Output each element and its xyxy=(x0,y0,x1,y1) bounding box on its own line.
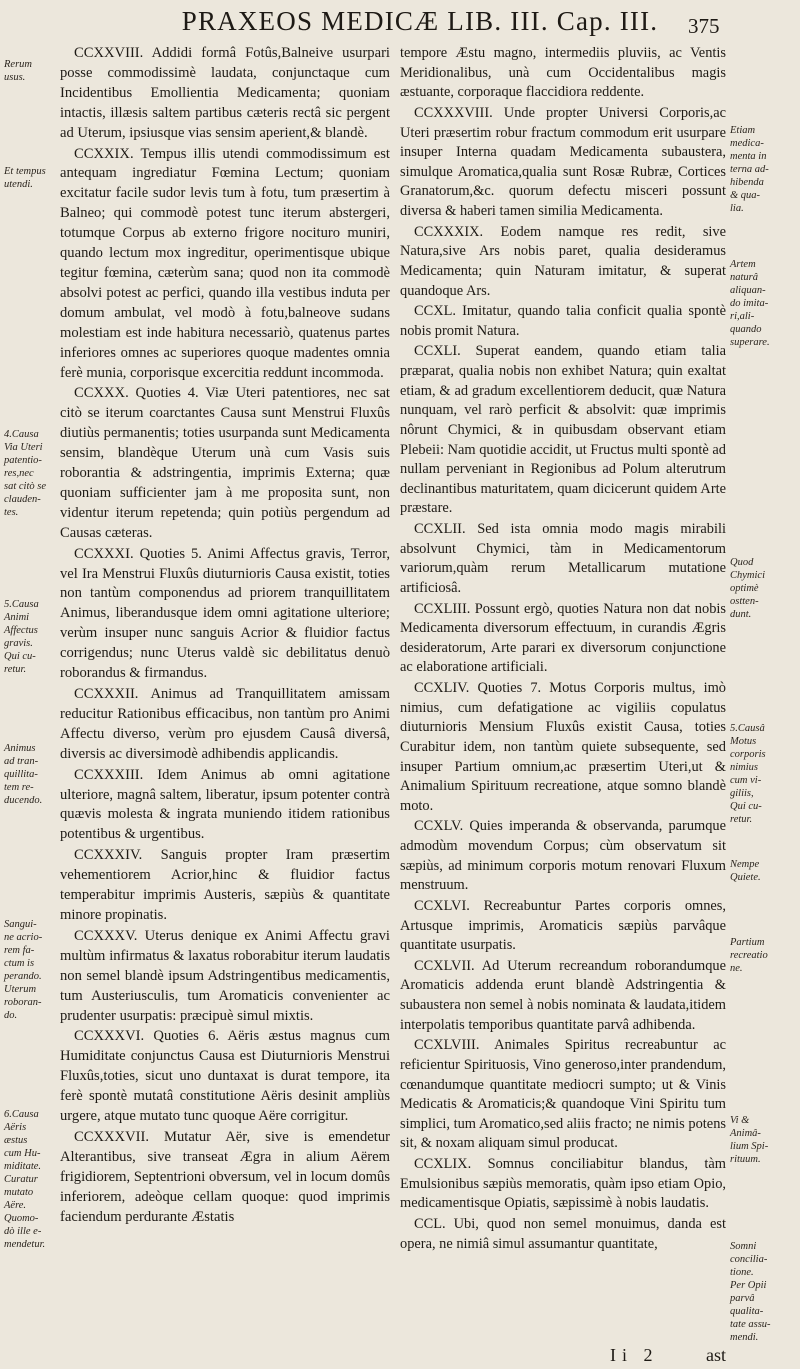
margin-note-left-4: 5.Causa Animi Affectus gravis. Qui cu- retur. xyxy=(4,599,39,675)
margin-note-right-2: Artem naturâ aliquan- do imita- ri,ali- quando superare. xyxy=(730,259,770,348)
paragraph-ccxlv: CCXLV. Quies imperanda & observanda, parumque admodùm movendum Corpus; cùm observatum sit sæpiùs, ad minimum corporis motum renovari Fluxum menstruum. xyxy=(400,818,726,894)
margin-note-right-7: Vi & Animâ- lium Spi- rituum. xyxy=(730,1115,769,1165)
paragraph-ccxxxviii: CCXXXVIII. Unde propter Universi Corporis,ac Uteri præsertim robur fractum commodum erit usurpare insuper Interna quadam Medicamenta subaustera, simulque Aromatica,qualia sunt Rosæ Rubræ, Cortices Granatorum,&c. quorum defectu misceri possunt diversa & haberi tamen similia Medicamenta. xyxy=(400,104,726,219)
margin-note-left-7: 6.Causa Aëris æstus cum Hu- miditate. Curatur mutato Aëre. Quomo- dò ille e- mendetur. xyxy=(4,1109,46,1250)
page-number: 375 xyxy=(688,14,720,38)
paragraph-ccxlix: CCXLIX. Somnus conciliabitur blandus, tàm Emulsionibus sæpiùs memoratis, quàm ipso etiam Opio, medicamentisque Opiatis, sæpissimè à nobis laudatis. xyxy=(400,1156,726,1212)
margin-note-right-3: Quod Chymici optimè ostten- dunt. xyxy=(730,557,765,620)
paragraph-ccxl: CCXL. Imitatur, quando talia conficit qualia spontè nobis promit Natura. xyxy=(400,303,726,339)
margin-note-right-5: Nempe Quiete. xyxy=(730,859,761,883)
margin-note-left-5: Animus ad tran- quillita- tem re- ducendo. xyxy=(4,743,43,806)
paragraph-ccxxxiii: CCXXXIII. Idem Animus ab omni agitatione ulteriore, magnâ saltem, liberatur, ipsum potenter contrà quævis molesta & ingrata muniendo itidem rationibus potentibus & urgentibus. xyxy=(60,766,390,843)
paragraph-ccl: CCL. Ubi, quod non semel monuimus, danda est opera, ne nimiâ simul assumantur quantitate, xyxy=(400,1215,726,1252)
paragraph-ccxxx: CCXXX. Quoties 4. Viæ Uteri patentiores, nec sat citò se iterum coarctantes Causa sunt Menstrui Fluxûs diutiùs permanentis; toties usurpanda sunt Medicamenta sensim, blandèque Uterum unà cum Vasis suis roborantia & adstringentia, imprimis Externa; quæ quoniam sufficienter jam à me proposita sunt, non videntur iterum repetenda; quin potiùs pergendum ad Causas cæteras. xyxy=(60,385,390,541)
paragraph-ccxxxvi: CCXXXVI. Quoties 6. Aëris æstus magnus cum Humiditate conjunctus Causa est Diuturnioris Menstrui Fluxûs,toties, sicut uno duntaxat is durat tempore, ita ferè spontè mutatâ constitutione Aëris desinit ampliùs urgere, atque mutato tunc quoque Aëre corrigitur. xyxy=(60,1028,390,1125)
right-column xyxy=(400,44,726,1255)
paragraph-ccxlviii: CCXLVIII. Animales Spiritus recreabuntur ac reficientur Spirituosis, Vino generoso,inter prandendum, cœnandumque quantitate mediocri sumpto; ut & Vinis Medicatis & Aromaticis;& quandoque Vini Spiritu tum simplici, tum Aromatico,sed aliis fracto; ne nimis potens sit, & noxam aliquam simul producat. xyxy=(400,1037,726,1152)
paragraph-ccxxxi: CCXXXI. Quoties 5. Animi Affectus gravis, Terror, vel Ira Menstrui Fluxûs diuturnioris Causa existit, toties non tantùm componendus ad priorem tranquillitatem Animus, liberandusque idem omni agitatione ulteriore; verùm insuper nunc sanguis Acrior & fluidior factus corrigendus; nunc Uterus valdè sic debilitatus denuò roborandus & firmandus. xyxy=(60,545,390,682)
paragraph-ccxxxiv: CCXXXIV. Sanguis propter Iram præsertim vehementiorem Acrior,hinc & fluidior factus temperabitur imprimis Austeris, sæpiùs & quantitate minore propinatis. xyxy=(60,847,390,923)
paragraph-continuation: tempore Æstu magno, intermediis pluviis, ac Ventis Meridionalibus, unà cum Occidentalibus magis æstuante, corporaque flaccidiora reddente. xyxy=(400,45,726,101)
margin-note-right-8: Somni concilia- tione. Per Opii parvâ qualita- tate assu- mendi. xyxy=(730,1241,771,1343)
paragraph-ccxlvi: CCXLVI. Recreabuntur Partes corporis omnes, Artusque imprimis, Aromaticis sæpiùs parvâque quantitate usurpatis. xyxy=(400,897,726,954)
paragraph-ccxlii: CCXLII. Sed ista omnia modo magis mirabili absolvunt Chymici, tàm in Medicamentorum variorum,quàm rerum Metallicarum mutatione artificiosâ. xyxy=(400,521,726,596)
paragraph-ccxxxix: CCXXXIX. Eodem namque res redit, sive Natura,sive Ars nobis paret, qualia desideramus Medicamenta; quin Naturam imitatur, & superat quandoque Ars. xyxy=(400,223,726,299)
margin-note-left-6: Sangui- ne acrio- rem fa- ctum is perando. Uterum roboran- do. xyxy=(4,919,43,1021)
margin-note-left-1: Rerum usus. xyxy=(4,59,32,83)
margin-note-right-1: Etiam medica- menta in terna ad- hibenda & qua- lia. xyxy=(730,125,769,214)
paragraph-ccxlvii: CCXLVII. Ad Uterum recreandum roborandumque Aromaticis addenda erunt blandè Adstringentia & subaustera non semel à nobis nominata & laudata,itidem interpolatis temporibus quantitate parvâ adhibenda. xyxy=(400,957,726,1033)
margin-note-left-3: 4.Causa Via Uteri patentio- res,nec sat citò se clauden- tes. xyxy=(4,429,46,518)
left-column xyxy=(60,44,390,1228)
running-head: PRAXEOS MEDICÆ LIB. III. Cap. III. xyxy=(181,6,659,36)
paragraph-ccxxviii: CCXXVIII. Addidi formâ Fotûs,Balneive usurpari posse commodissimè laudata, conjunctaque cum Incidentibus Emollientia Medicamenta; quoniam intactis, illæsis saltem partibus cæteris rectâ sic pergent ad Uterum, ipsiusque vias sensim aperient,& blandè. xyxy=(60,45,390,141)
paragraph-ccxxxv: CCXXXV. Uterus denique ex Animi Affectu gravi multùm infirmatus & laxatus roborabitur iterum laudatis non semel blandè ipsum Adstringentibus medicamentis, tum Austeriusculis, tum Aromaticis convenienter ac prudenter usurpatis: præcipuè simul mixtis. xyxy=(60,927,390,1024)
paragraph-ccxxxii: CCXXXII. Animus ad Tranquillitatem amissam reducitur Rationibus efficacibus, non tantùm pro Animi Affectu diverso, verùm pro ejusdem Causâ diversâ, diversis ac diversimodè adhibendis applicandis. xyxy=(60,686,390,762)
paragraph-ccxli: CCXLI. Superat eandem, quando etiam talia præparat, qualia nobis non exhibet Natura; quin exaltat etiam, & ad gradum excellentiorem deducit, quæ Natura nunquam, vel rarò perficit & absolvit: quæ imprimis nôrunt Chymici, & in quibusdam observant etiam Plebeii: Nam quotidie accidit, ut Fructus multi spontè ad nullam perveniant in Regionibus ad Polum alterutrum declinantibus maturitatem, quam dicicerunt quidem Arte præstare. xyxy=(400,343,726,517)
margin-note-right-6: Partium recreatio ne. xyxy=(730,937,768,974)
paragraph-ccxxix: CCXXIX. Tempus illis utendi commodissimum est antequam ingrediatur Fœmina Lectum; quoniam excitatur facile sudor levis tum à fotu, tum præsertim à Balneo; qui commodè potest tunc iterum abstergeri, totumque Corpus ab externo frigore nociturо muniri, quando lectum mox ingreditur, operimentisque ubique tegitur fœmina, cæterùm sana; quod non ita commodè absolvi potest ac perfici, quando illa vestibus induta per domum ambulat, vel modò à fotu,balneove sudans molestiam est inde habitura necessariò, quatenus partes inferiores omnes ac superiores quoque madentes omnia ferè munia, corporisque excercitia reddunt incommoda. xyxy=(60,145,390,381)
signature-mark: Ii 2 xyxy=(610,1345,659,1365)
paragraph-ccxxxvii: CCXXXVII. Mutatur Aër, sive is emendetur Alterantibus, sive transeat Ægra in alium Aërem frigidiorem, Septentrioni obversum, vel in locum domûs inferiorem, adeòque cellam quoque: quod imprimis faciendum perdurante Æstatis xyxy=(60,1128,390,1225)
paragraph-ccxliii: CCXLIII. Possunt ergò, quoties Natura non dat nobis Medicamenta diversorum effectuum, in curandis Ægris desideratorum, Arte parari ex diversorum conjunctione ac elaboratione artificiali. xyxy=(400,600,726,676)
margin-note-left-2: Et tempus utendi. xyxy=(4,166,46,190)
catchword: ast xyxy=(706,1345,726,1365)
margin-note-right-4: 5.Causâ Motus corporis nimius cum vi- giliis, Qui cu- retur. xyxy=(730,723,766,825)
paragraph-ccxliv: CCXLIV. Quoties 7. Motus Corporis multus, imò nimius, cum defatigatione ac vigiliis copulatus diuturnioris Mensium Fluxûs existit Causa, toties Curabitur idem, non tantùm quiete subsequente, sed insuper Partium omnium,ac præsertim Uteri,ut & Animalium Spirituum recreatione, atque somno blandè moto. xyxy=(400,680,726,814)
